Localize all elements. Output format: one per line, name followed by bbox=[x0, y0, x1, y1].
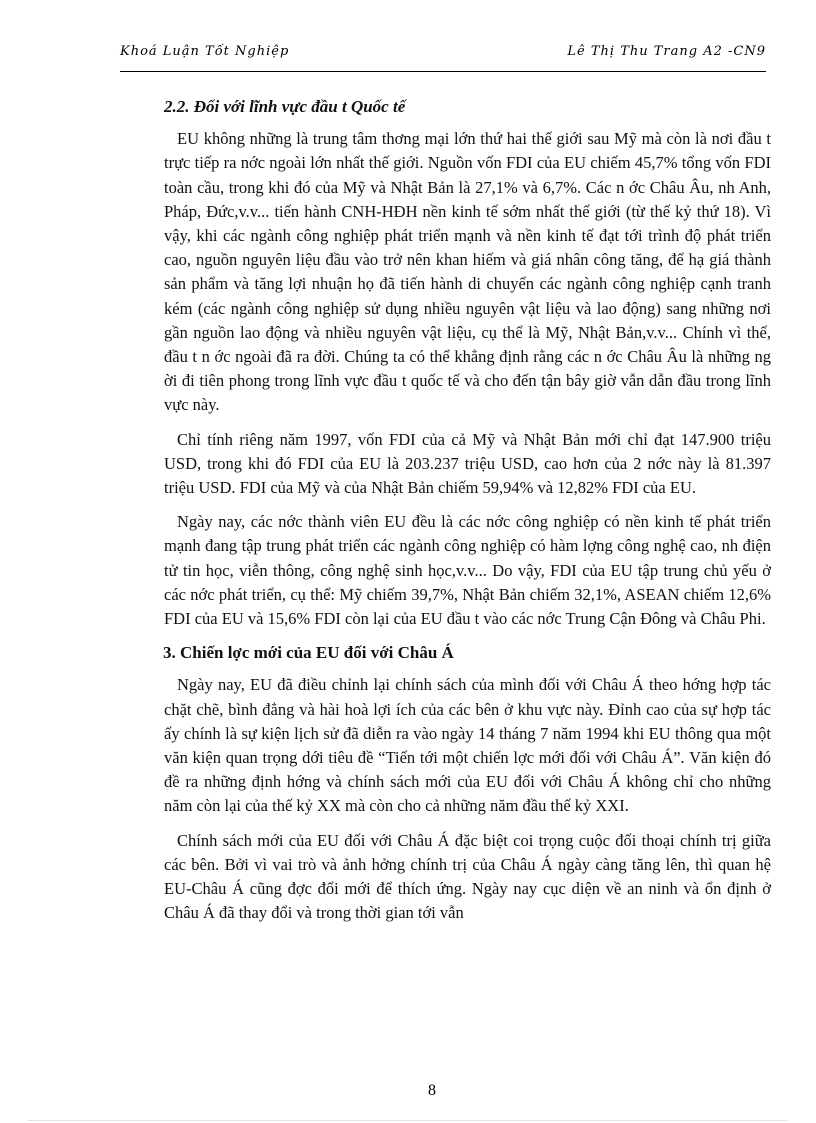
header-right-author: Lê Thị Thu Trang A2 -CN9 bbox=[567, 44, 766, 59]
running-header bbox=[120, 44, 766, 68]
footer-dotted-rule bbox=[28, 1120, 788, 1121]
header-rule bbox=[120, 71, 766, 72]
page-number-text: 8 bbox=[428, 1082, 436, 1099]
paragraph: Ngày nay, EU đã điều chỉnh lại chính sách của mình đối với Châu Á theo hớng hợp tác chặt chẽ, bình đẳng và hài hoà lợi ích của các bên ở khu vực này. Đỉnh cao của sự hợp tác ấy chính là sự kiện lịch sử đã diễn ra vào ngày 14 tháng 7 năm 1994 khi EU thông qua một văn kiện quan trọng dới tiêu đề “Tiến tới một chiến lợc mới đối với Châu Á”. Văn kiện đó đề ra những định hớng và chính sách mới của EU đối với Châu Á không chỉ cho những năm còn lại của thế kỷ XX mà còn cho cả những năm đầu thế kỷ XXI. bbox=[164, 675, 771, 816]
paragraph: Chính sách mới của EU đối với Châu Á đặc biệt coi trọng cuộc đối thoại chính trị giữa các bên. Bởi vì vai trò và ảnh hởng chính trị của Châu Á ngày càng tăng lên, thì quan hệ EU-Châu Á cũng đợc đổi mới để thích ứng. Ngày nay cục diện về an ninh và ổn định ở Châu Á đã thay đổi và trong thời gian tới vẫn bbox=[164, 830, 771, 923]
paragraph: Ngày nay, các nớc thành viên EU đều là các nớc công nghiệp có nền kinh tế phát triển mạnh đang tập trung phát triển các ngành công nghiệp có hàm lợng công nghệ cao, nh điện tử tin học, viễn thông, công nghệ sinh học,v.v... Do vậy, FDI của EU tập trung chủ yếu ở các nớc phát triển, cụ thể: Mỹ chiếm 39,7%, Nhật Bản chiếm 32,1%, ASEAN chiếm 12,6% FDI của EU và 15,6% FDI còn lại của EU đầu t vào các nớc Trung Cận Đông và Châu Phi. bbox=[164, 512, 771, 629]
paragraph: EU không những là trung tâm thơng mại lớn thứ hai thế giới sau Mỹ mà còn là nơi đầu t trực tiếp ra nớc ngoài lớn nhất thế giới. Nguồn vốn FDI của EU chiếm 45,7% tổng vốn FDI toàn cầu, trong khi đó của Mỹ và Nhật Bản là 27,1% và 6,7%. Các n ớc Châu Âu, nh Anh, Pháp, Đức,v.v... tiến hành CNH-HĐH nền kinh tế sớm nhất thế giới (từ thế kỷ thứ 18). Vì vậy, khi các ngành công nghiệp phát triển mạnh và nền kinh tế đạt tới trình độ phát triển cao, nguồn nguyên liệu đầu vào trở nên khan hiếm và giá nhân công tăng, để hạ giá thành sản phẩm và tăng lợi nhuận họ đã tiến hành di chuyển các ngành công nghiệp cạnh tranh kém (các ngành công nghiệp sử dụng nhiều nguyên vật liệu và lao động) sang những nơi gần nguồn lao động và nhiều nguyên vật liệu, cụ thể là Mỹ, Nhật Bản,v.v... Chính vì thế, đầu t n ớc ngoài đã ra đời. Chúng ta có thể khẳng định rằng các n ớc Châu Âu là những ng ời đi tiên phong trong lĩnh vực đầu t quốc tế và cho đến tận bây giờ vẫn dẫn đầu trong lĩnh vực này. bbox=[164, 129, 771, 415]
header-left-title: Khoá Luận Tốt Nghiệp bbox=[120, 44, 290, 59]
page-body bbox=[164, 95, 771, 936]
section-heading: 2.2. Đối với lĩnh vực đầu t Quốc tế bbox=[164, 97, 406, 116]
page-number bbox=[0, 1082, 816, 1100]
chapter-heading: 3. Chiến lợc mới của EU đối với Châu Á bbox=[163, 643, 454, 663]
paragraph: Chỉ tính riêng năm 1997, vốn FDI của cả Mỹ và Nhật Bản mới chỉ đạt 147.900 triệu USD, trong khi đó FDI của EU là 203.237 triệu USD, cao hơn của 2 nớc này là 81.397 triệu USD. FDI của Mỹ và của Nhật Bản chiếm 59,94% và 12,82% FDI của EU. bbox=[164, 429, 771, 498]
